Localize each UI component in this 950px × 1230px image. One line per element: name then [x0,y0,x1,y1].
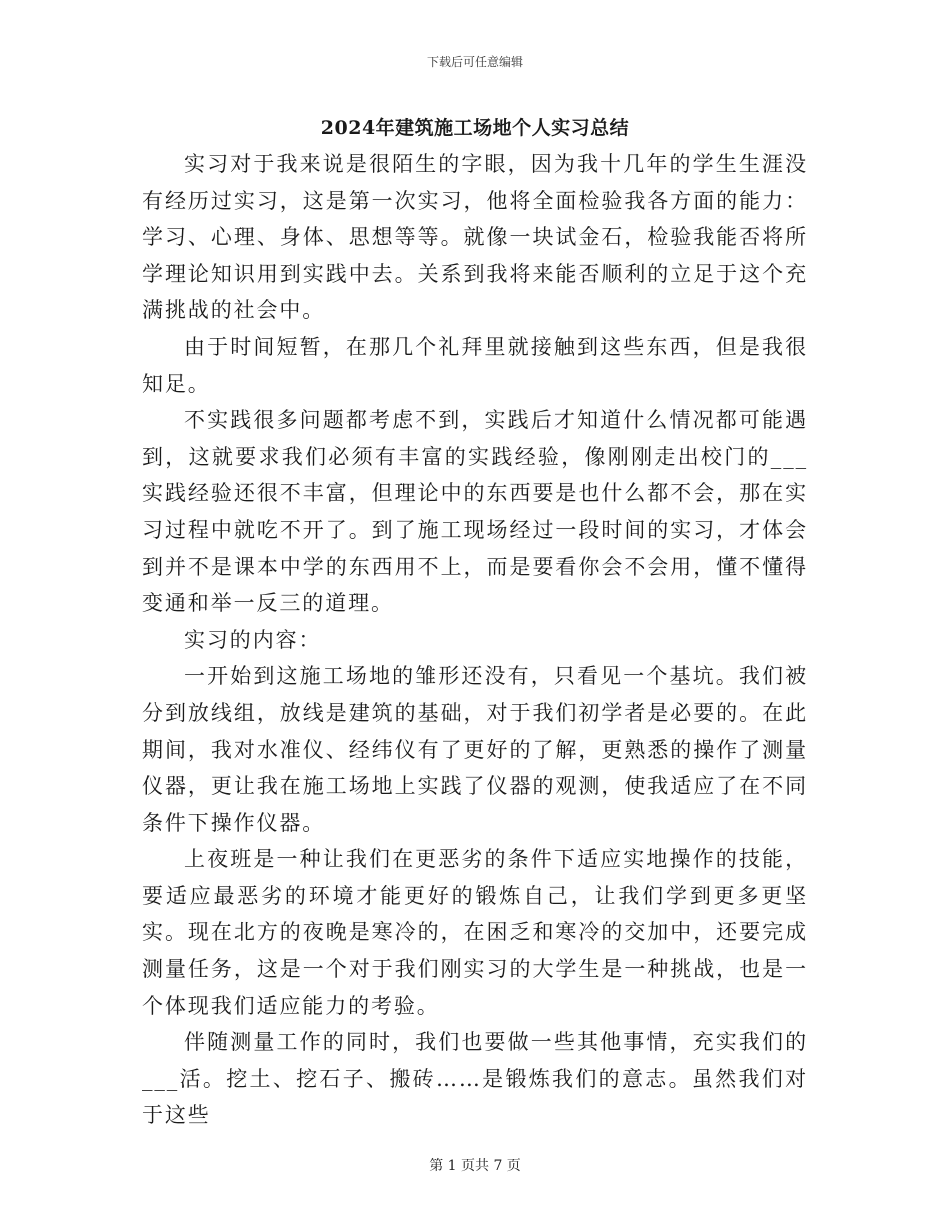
paragraph: 实习的内容： [184,627,322,652]
document-body [142,146,808,1134]
paragraph: 由于时间短暂，在那几个礼拜里就接触到这些东西，但是我很知足。 [142,334,808,396]
paragraph: 伴随测量工作的同时，我们也要做一些其他事情，充实我们的___活。挖土、挖石子、搬砖……是锻炼我们的意志。虽然我们对于这些 [142,1030,808,1128]
page-number: 第 1 页共 7 页 [429,1158,521,1174]
paragraph: 不实践很多问题都考虑不到，实践后才知道什么情况都可能遇到，这就要求我们必须有丰富的实践经验，像刚刚走出校门的___实践经验还很不丰富，但理论中的东西要是也什么都不会，那在实习过程中就吃不开了。到了施工现场经过一段时间的实习，才体会到并不是课本中学的东西用不上，而是要看你会不会用，懂不懂得变通和举一反三的道理。 [142,408,808,616]
paragraph: 实习对于我来说是很陌生的字眼，因为我十几年的学生生涯没有经历过实习，这是第一次实习，他将全面检验我各方面的能力：学习、心理、身体、思想等等。就像一块试金石，检验我能否将所学理论知识用到实践中去。关系到我将来能否顺利的立足于这个充满挑战的社会中。 [142,152,808,323]
paragraph: 上夜班是一种让我们在更恶劣的条件下适应实地操作的技能，要适应最恶劣的环境才能更好的锻炼自己，让我们学到更多更坚实。现在北方的夜晚是寒冷的，在困乏和寒冷的交加中，还要完成测量任务，这是一个对于我们刚实习的大学生是一种挑战，也是一个体现我们适应能力的考验。 [142,847,808,1018]
header-note: 下载后可任意编辑 [426,55,523,69]
document-title: 2024年建筑施工场地个人实习总结 [320,117,630,139]
paragraph: 一开始到这施工场地的雏形还没有，只看见一个基坑。我们被分到放线组，放线是建筑的基础，对于我们初学者是必要的。在此期间，我对水准仪、经纬仪有了更好的了解，更熟悉的操作了测量仪器，更让我在施工场地上实践了仪器的观测，使我适应了在不同条件下操作仪器。 [142,664,808,835]
